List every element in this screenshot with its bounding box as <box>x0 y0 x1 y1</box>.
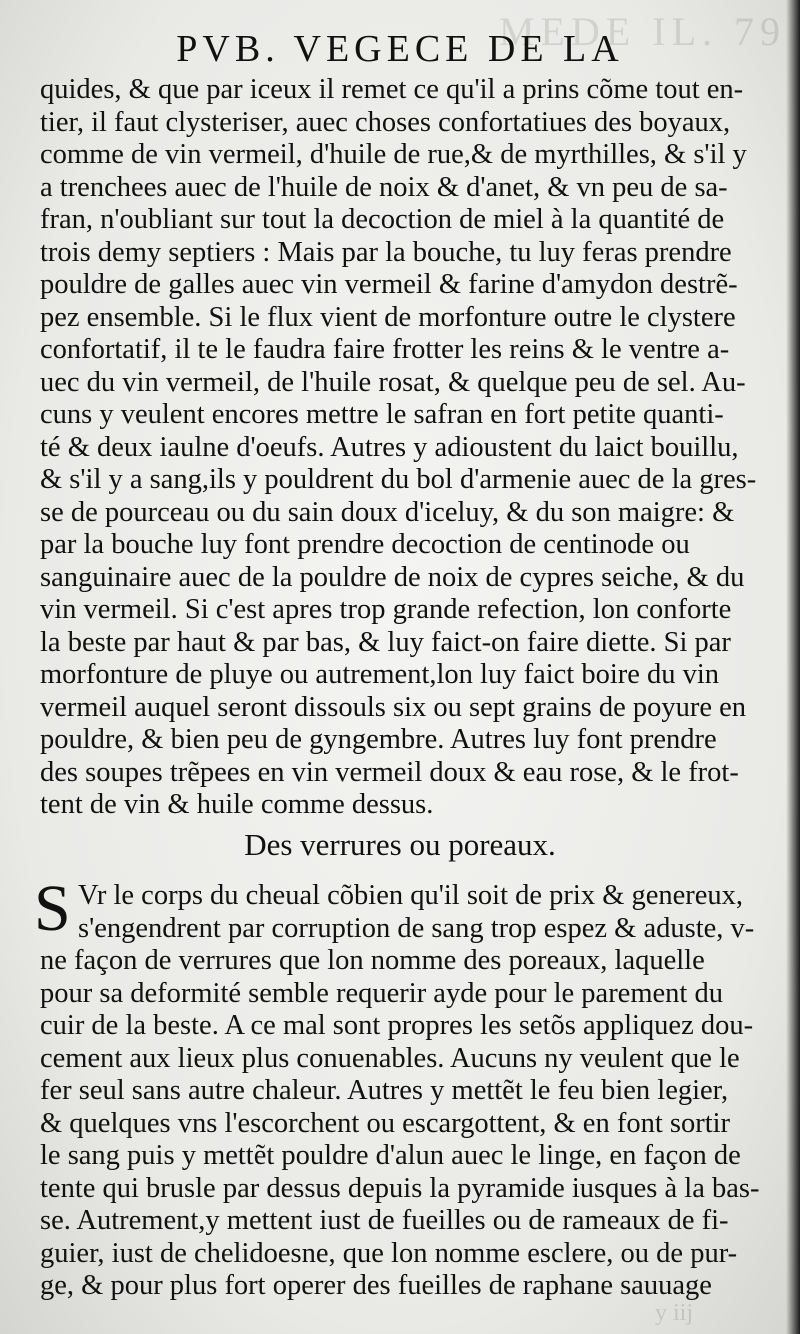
text-line: confortatif, il te le faudra faire frotter les reins & le ventre a- <box>40 334 730 365</box>
text-line: ge, & pour plus fort operer des fueilles de raphane sauuage <box>40 1270 712 1301</box>
text-line: par la bouche luy font prendre decoction de centinode ou <box>40 529 690 560</box>
text-line: pez ensemble. Si le flux vient de morfonture outre le clystere <box>40 301 736 333</box>
text-line: fer seul sans autre chaleur. Autres y mettẽt le feu bien legier, <box>40 1075 729 1106</box>
text-line: tier, il faut clysteriser, auec choses confortatiues des boyaux, <box>40 106 731 138</box>
text-line: cuns y veulent encores mettre le safran en fort petite quanti- <box>40 399 724 430</box>
text-line: cement aux lieux plus conuenables. Aucuns ny veulent que le <box>40 1042 740 1074</box>
text-line: uec du vin vermeil, de l'huile rosat, & quelque peu de sel. Au- <box>40 366 746 398</box>
text-line: fran, n'oubliant sur tout la decoction de miel à la quantité de <box>40 204 725 235</box>
text-line: pouldre de galles auec vin vermeil & farine d'amydon destrẽ- <box>40 269 738 300</box>
text-line: morfonture de pluye ou autrement,lon luy faict boire du vin <box>40 659 720 690</box>
text-line: pouldre, & bien peu de gyngembre. Autres luy font prendre <box>40 724 717 755</box>
text-line: tent de vin & huile comme dessus. <box>40 789 434 820</box>
text-line: & s'il y a sang,ils y pouldrent du bol d'armenie auec de la gres- <box>40 464 757 495</box>
text-line: la beste par haut & par bas, & luy faict-on faire diette. Si par <box>40 626 731 658</box>
text-line: s'engendrent par corruption de sang trop espez & aduste, v- <box>78 912 755 944</box>
catchword: y iij <box>655 1300 694 1326</box>
text-line: té & deux iaulne d'oeufs. Autres y adioustent du laict bouillu, <box>40 431 739 463</box>
text-line: ne façon de verrures que lon nomme des poreaux, laquelle <box>40 945 705 976</box>
page-edge-shadow <box>786 0 800 1334</box>
first-line-text: Vr le corps du cheual cõbien qu'il soit de prix & genereux, <box>78 880 744 911</box>
text-line: trois demy septiers : Mais par la bouche, tu luy feras prendre <box>40 236 732 268</box>
text-line: & quelques vns l'escorchent ou escargottent, & en font sortir <box>40 1107 731 1139</box>
bleed-through-text: MEDE IL. 79 <box>498 9 786 54</box>
text-line: quides, & que par iceux il remet ce qu'il a prins cõme tout en- <box>40 74 744 105</box>
text-line: pour sa deformité semble requerir ayde pour le parement du <box>40 977 723 1009</box>
running-head: PVB. VEGECE DE LA <box>176 28 624 70</box>
text-line: des soupes trẽpees en vin vermeil doux & eau rose, & le frot- <box>40 756 739 788</box>
text-line: guier, iust de chelidoesne, que lon nomme esclere, ou de pur- <box>40 1237 738 1269</box>
text-line: sanguinaire auec de la pouldre de noix de cypres seiche, & du <box>40 561 745 593</box>
text-line: se de pourceau ou du sain doux d'iceluy, & du son maigre: & <box>40 496 735 528</box>
text-line: comme de vin vermeil, d'huile de rue,& de myrthilles, & s'il y <box>40 139 747 170</box>
text-line: a trenchees auec de l'huile de noix & d'anet, & vn peu de sa- <box>40 171 728 203</box>
text-line: vermeil auquel seront dissouls six ou sept grains de poyure en <box>40 691 747 723</box>
text-line: cuir de la beste. A ce mal sont propres les setõs appliquez dou- <box>40 1010 754 1041</box>
text-line: le sang puis y mettẽt pouldre d'alun auec le linge, en façon de <box>40 1140 741 1171</box>
section-heading: Des verrures ou poreaux. <box>244 827 556 862</box>
text-line: se. Autrement,y mettent iust de fueilles ou de rameaux de fi- <box>40 1205 729 1236</box>
paragraph-2 <box>34 872 762 1303</box>
drop-cap: S <box>34 872 71 945</box>
text-line: vin vermeil. Si c'est apres trop grande refection, lon conforte <box>40 594 732 625</box>
paragraph-1 <box>40 74 762 822</box>
text-line: tente qui brusle par dessus depuis la pyramide iusques à la bas- <box>40 1172 760 1204</box>
